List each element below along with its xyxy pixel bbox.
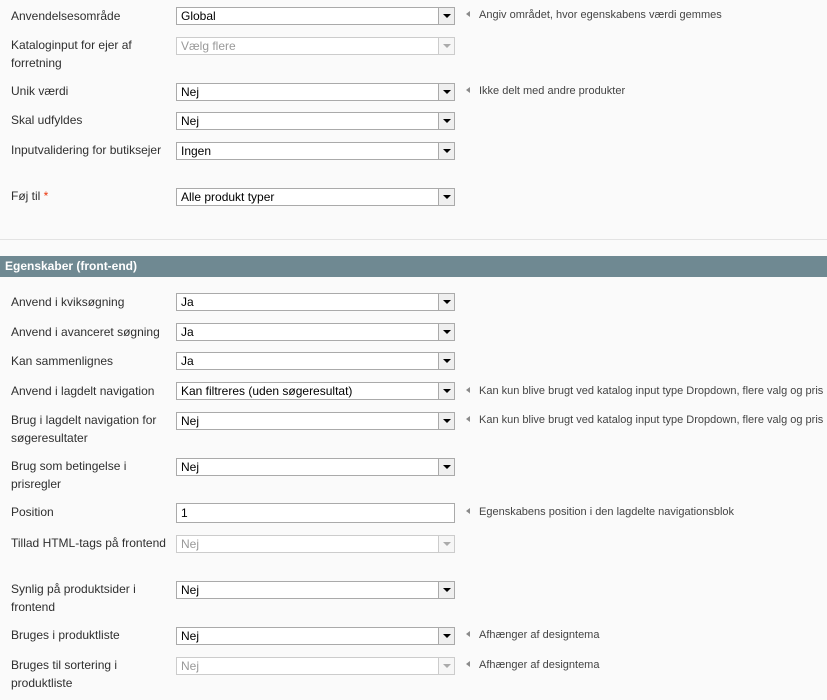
field-note: Kan kun blive brugt ved katalog input type Dropdown, flere valg og pris (466, 413, 823, 427)
select-value: Kan filtreres (uden søgeresultat) (181, 384, 353, 398)
unique-value-select[interactable] (176, 83, 455, 101)
html-tags-select (176, 535, 455, 553)
select-value: Nej (181, 114, 200, 128)
field-label-product-list: Bruges i produktliste (11, 628, 120, 642)
select-value: Nej (181, 583, 200, 597)
field-note: Afhænger af designtema (466, 658, 599, 672)
field-note: Angiv området, hvor egenskabens værdi gemmes (466, 8, 722, 22)
layered-nav-search-select[interactable] (176, 412, 455, 430)
chevron-down-icon (438, 536, 454, 552)
chevron-down-icon[interactable] (438, 324, 454, 340)
price-rules-select[interactable] (176, 458, 455, 476)
select-value: Alle produkt typer (181, 190, 275, 204)
chevron-down-icon[interactable] (438, 294, 454, 310)
field-note: Egenskabens position i den lagdelte navigationsblok (466, 505, 734, 519)
sorting-select (176, 657, 455, 675)
field-label-catalog-input: Kataloginput for ejer af forretning (11, 38, 132, 70)
note-arrow-icon (466, 11, 470, 17)
section-header-frontend: Egenskaber (front-end) (0, 256, 827, 277)
apply-to-select[interactable] (176, 188, 455, 206)
field-note: Ikke delt med andre produkter (466, 84, 625, 98)
validation-select[interactable] (176, 142, 455, 160)
catalog-input-select (176, 37, 455, 55)
product-list-select[interactable] (176, 627, 455, 645)
chevron-down-icon[interactable] (438, 143, 454, 159)
chevron-down-icon[interactable] (438, 383, 454, 399)
visible-product-page-select[interactable] (176, 581, 455, 599)
select-value: Vælg flere (181, 39, 236, 53)
field-label-apply-to: Føj til * (11, 189, 49, 203)
field-label-layered-nav: Anvend i lagdelt navigation (11, 384, 155, 398)
select-value: Global (181, 9, 216, 23)
comparable-select[interactable] (176, 352, 455, 370)
select-value: Nej (181, 85, 200, 99)
advanced-search-select[interactable] (176, 323, 455, 341)
field-label-quick-search: Anvend i kviksøgning (11, 295, 125, 309)
position-input[interactable] (176, 503, 455, 523)
field-label-advanced-search: Anvend i avanceret søgning (11, 325, 160, 339)
chevron-down-icon[interactable] (438, 8, 454, 24)
select-value: Ja (181, 354, 194, 368)
select-value: Ja (181, 295, 194, 309)
note-arrow-icon (466, 87, 470, 93)
layered-nav-select[interactable] (176, 382, 455, 400)
select-value: Nej (181, 537, 200, 551)
scope-select[interactable] (176, 7, 455, 25)
field-label-validation: Inputvalidering for butiksejer (11, 143, 162, 157)
chevron-down-icon[interactable] (438, 413, 454, 429)
field-label-unique: Unik værdi (11, 84, 69, 98)
select-value: Ja (181, 325, 194, 339)
select-value: Nej (181, 629, 200, 643)
chevron-down-icon[interactable] (438, 628, 454, 644)
chevron-down-icon (438, 38, 454, 54)
select-value: Nej (181, 659, 200, 673)
field-note: Kan kun blive brugt ved katalog input type Dropdown, flere valg og pris (466, 384, 823, 398)
select-value: Nej (181, 460, 200, 474)
note-arrow-icon (466, 508, 470, 514)
select-value: Nej (181, 414, 200, 428)
chevron-down-icon[interactable] (438, 84, 454, 100)
field-label-visible-product-page: Synlig på produktsider i frontend (11, 582, 136, 614)
note-arrow-icon (466, 631, 470, 637)
chevron-down-icon (438, 658, 454, 674)
note-arrow-icon (466, 416, 470, 422)
chevron-down-icon[interactable] (438, 189, 454, 205)
field-label-position: Position (11, 505, 54, 519)
quick-search-select[interactable] (176, 293, 455, 311)
field-label-scope: Anvendelsesområde (11, 9, 121, 23)
field-label-sorting: Bruges til sortering i produktliste (11, 658, 118, 690)
field-label-comparable: Kan sammenlignes (11, 354, 114, 368)
chevron-down-icon[interactable] (438, 459, 454, 475)
field-note: Afhænger af designtema (466, 628, 599, 642)
input-value: 1 (181, 506, 188, 520)
required-select[interactable] (176, 112, 455, 130)
field-label-required: Skal udfyldes (11, 113, 83, 127)
required-marker: * (43, 189, 49, 203)
field-label-layered-nav-search: Brug i lagdelt navigation for søgeresultater (11, 413, 157, 445)
section-divider (0, 239, 827, 240)
note-arrow-icon (466, 661, 470, 667)
field-label-html-tags: Tillad HTML-tags på frontend (11, 536, 166, 550)
chevron-down-icon[interactable] (438, 113, 454, 129)
note-arrow-icon (466, 387, 470, 393)
select-value: Ingen (181, 144, 212, 158)
field-label-price-rules: Brug som betingelse i prisregler (11, 459, 127, 491)
chevron-down-icon[interactable] (438, 353, 454, 369)
chevron-down-icon[interactable] (438, 582, 454, 598)
